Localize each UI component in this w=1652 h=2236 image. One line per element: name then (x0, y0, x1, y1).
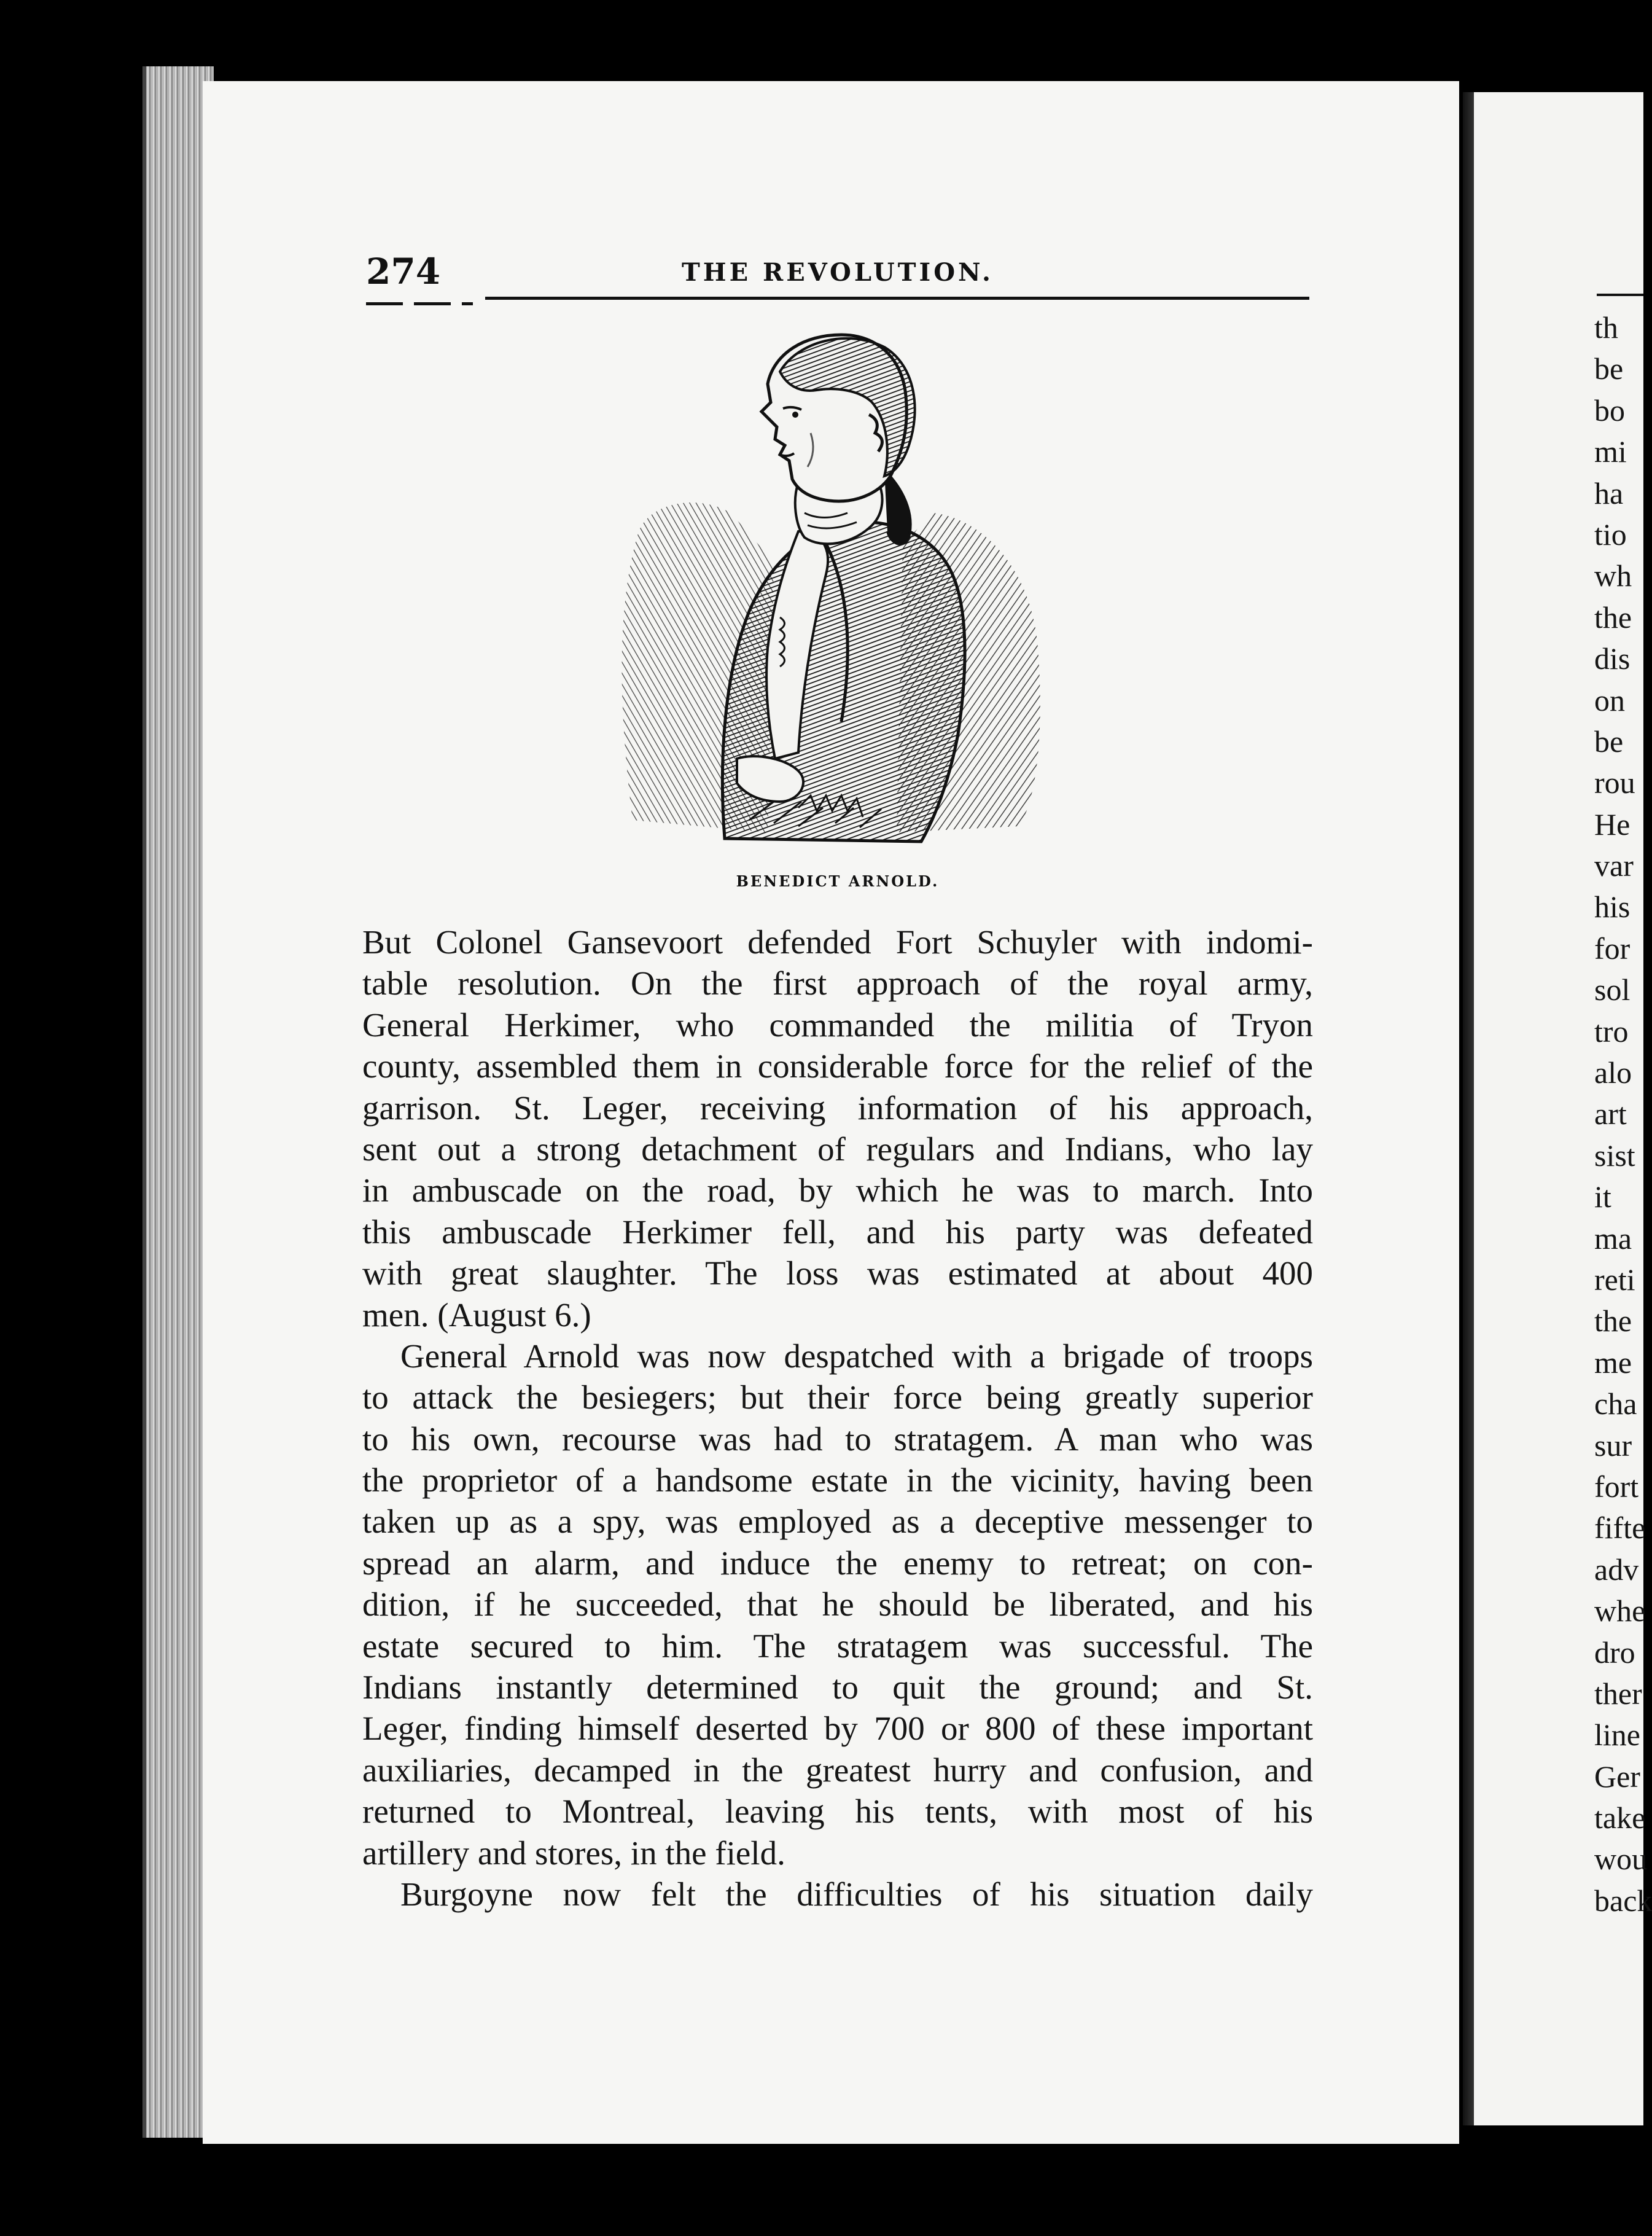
facing-page-line: sol (1594, 972, 1631, 1007)
text-line: in ambuscade on the road, by which he was to march. Into (362, 1171, 1313, 1210)
facing-page-line: sist (1594, 1138, 1635, 1173)
facing-page-line: th (1594, 310, 1618, 345)
text-line: this ambuscade Herkimer fell, and his party was defeated (362, 1213, 1313, 1251)
text-line: Burgoyne now felt the difficulties of his situation daily (400, 1875, 1313, 1913)
facing-page-line: He (1594, 807, 1631, 842)
facing-page-line: his (1594, 889, 1631, 925)
facing-page-line: on (1594, 682, 1625, 717)
text-line: But Colonel Gansevoort defended Fort Schuyler with indomi- (362, 923, 1313, 961)
facing-page-line: sur (1594, 1428, 1632, 1463)
text-line: artillery and stores, in the field. (362, 1834, 785, 1872)
facing-page-line: dis (1594, 641, 1631, 676)
portrait-engraving-icon (614, 329, 1044, 848)
running-title: THE REVOLUTION. (682, 258, 994, 287)
facing-page-line: back (1594, 1883, 1652, 1918)
text-line: estate secured to him. The stratagem was successful. The (362, 1627, 1313, 1665)
facing-page-line: var (1594, 848, 1634, 883)
facing-page-line: reti (1594, 1262, 1635, 1297)
facing-page-line: alo (1594, 1055, 1632, 1090)
facing-page-line: be (1594, 351, 1624, 386)
facing-page-line: wou (1594, 1842, 1648, 1877)
body-text (362, 921, 1313, 1915)
facing-page-line: art (1594, 1096, 1627, 1132)
facing-page-text (1594, 307, 1652, 1921)
facing-page-rule (1597, 294, 1643, 296)
facing-page-line: be (1594, 724, 1624, 759)
facing-page-line: it (1594, 1179, 1611, 1214)
text-line: the proprietor of a handsome estate in the vicinity, having been (362, 1461, 1313, 1499)
running-head (366, 251, 1309, 300)
text-line: General Herkimer, who commanded the militia of Tryon (362, 1006, 1313, 1044)
text-line: Leger, finding himself deserted by 700 or 800 of these important (362, 1710, 1313, 1748)
facing-page-line: me (1594, 1345, 1632, 1380)
facing-page-line: the (1594, 1304, 1632, 1339)
text-line: dition, if he succeeded, that he should be liberated, and his (362, 1585, 1313, 1624)
facing-page-line: bo (1594, 393, 1625, 428)
facing-page-line: take (1594, 1800, 1646, 1835)
text-line: with great slaughter. The loss was estimated at about 400 (362, 1254, 1313, 1292)
facing-page-line: rou (1594, 765, 1635, 800)
page-number: 274 (366, 251, 441, 292)
facing-page-line: ha (1594, 475, 1624, 510)
facing-page-line: ma (1594, 1221, 1632, 1256)
facing-page-line: whe (1594, 1593, 1646, 1628)
gutter-shadow (1463, 92, 1474, 2125)
text-line: General Arnold was now despatched with a brigade of troops (400, 1337, 1313, 1375)
facing-page-line: fifte (1594, 1511, 1646, 1546)
facing-page-line: Ger (1594, 1759, 1640, 1794)
facing-page-line: the (1594, 600, 1632, 635)
text-line: taken up as a spy, was employed as a deceptive messenger to (362, 1503, 1313, 1541)
text-line: to attack the besiegers; but their force being greatly superior (362, 1378, 1313, 1417)
facing-page-line: cha (1594, 1386, 1637, 1421)
text-line: auxiliaries, decamped in the greatest hurry and confusion, and (362, 1751, 1313, 1789)
facing-page-line: dro (1594, 1635, 1635, 1670)
header-rule (485, 297, 1309, 300)
text-line: spread an alarm, and induce the enemy to retreat; on con- (362, 1544, 1313, 1582)
facing-page-line: fort (1594, 1469, 1639, 1504)
header-rule-left (366, 302, 473, 305)
facing-page-line: mi (1594, 434, 1627, 469)
facing-page-line: ther (1594, 1676, 1642, 1711)
text-line: sent out a strong detachment of regulars and Indians, who lay (362, 1130, 1313, 1168)
text-line: men. (August 6.) (362, 1296, 591, 1334)
facing-page-line: tro (1594, 1014, 1629, 1049)
facing-page-line: tio (1594, 517, 1627, 552)
text-line: to his own, recourse was had to stratagem. A man who was (362, 1420, 1313, 1458)
text-line: Indians instantly determined to quit the ground; and St. (362, 1668, 1313, 1706)
text-line: returned to Montreal, leaving his tents, with most of his (362, 1792, 1313, 1831)
facing-page-line: wh (1594, 558, 1632, 593)
facing-page-line: line (1594, 1718, 1640, 1753)
facing-page-line: for (1594, 931, 1631, 966)
text-line: table resolution. On the first approach of the royal army, (362, 964, 1313, 1003)
text-line: county, assembled them in considerable force for the relief of the (362, 1047, 1313, 1085)
text-line: garrison. St. Leger, receiving information of his approach, (362, 1089, 1313, 1127)
illustration-caption: BENEDICT ARNOLD. (736, 872, 940, 890)
facing-page-line: adv (1594, 1552, 1639, 1587)
